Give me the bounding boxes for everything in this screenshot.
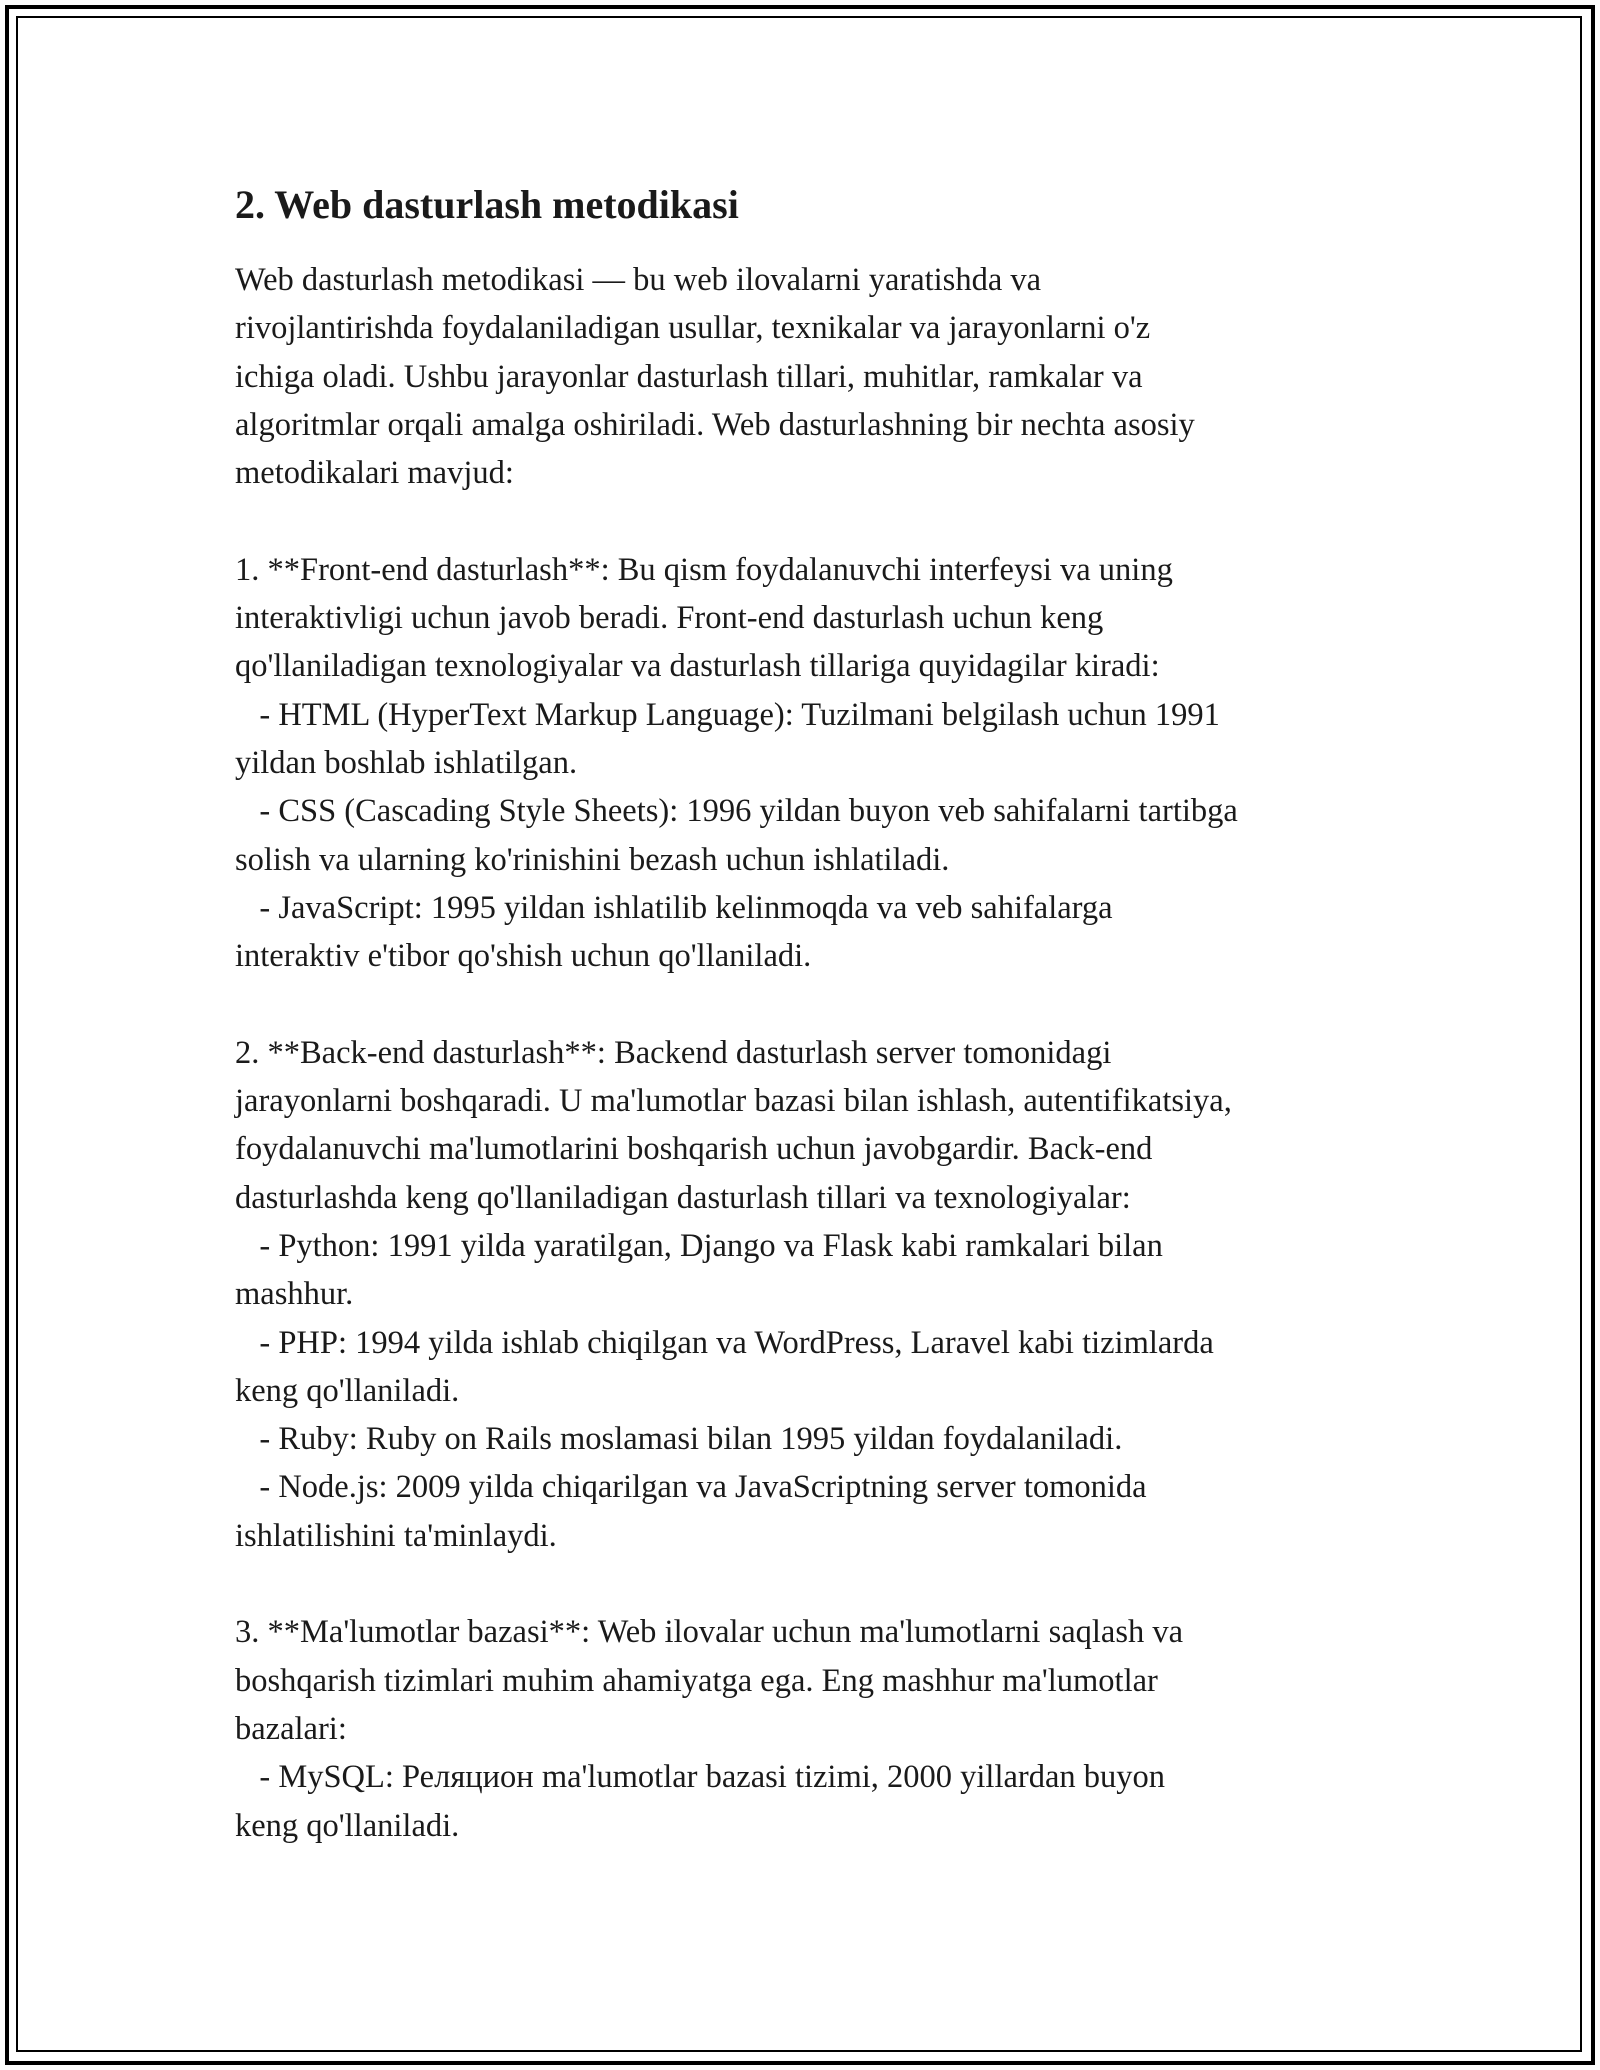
document-body: Web dasturlash metodikasi — bu web ilovalarni yaratishda va rivojlantirishda foydalaniladigan usullar, texnikalar va jarayonlarni o'z ichiga oladi. Ushbu jarayonlar dasturlash tillari, muhitlar, ramkalar va algoritmlar orqali amalga oshiriladi. Web dasturlashning bir nechta asosiy metodikalari mavjud: 1. **Front-end dasturlash**: Bu qism foydalanuvchi interfeysi va uning interaktivligi uchun javob beradi. Front-end dasturlash uchun keng qo'llaniladigan texnologiyalar va dasturlash tillariga quyidagilar kiradi: - HTML (HyperText Markup Language): Tuzilmani belgilash uchun 1991 yildan boshlab ishlatilgan. - CSS (Cascading Style Sheets): 1996 yildan buyon veb sahifalarni tartibga solish va ularning ko'rinishini bezash uchun ishlatiladi. - JavaScript: 1995 yildan ishlatilib kelinmoqda va veb sahifalarga interaktiv e'tibor qo'shish uchun qo'llaniladi. 2. **Back-end dasturlash**: Backend dasturlash server tomonidagi jarayonlarni boshqaradi. U ma'lumotlar bazasi bilan ishlash, autentifikatsiya, foydalanuvchi ma'lumotlarini boshqarish uchun javobgardir. Back-end dasturlashda keng qo'llaniladigan dasturlash tillari va texnologiyalar: - Python: 1991 yilda yaratilgan, Django va Flask kabi ramkalari bilan mashhur. - PHP: 1994 yilda ishlab chiqilgan va WordPress, Laravel kabi tizimlarda keng qo'llaniladi. - Ruby: Ruby on Rails moslamasi bilan 1995 yildan foydalaniladi. - Node.js: 2009 yilda chiqarilgan va JavaScriptning server tomonida ishlatilishini ta'minlaydi. 3. **Ma'lumotlar bazasi**: Web ilovalar uchun ma'lumotlarni saqlash va boshqarish tizimlari muhim ahamiyatga ega. Eng mashhur ma'lumotlar bazalari: - MySQL: Реляцион ma'lumotlar bazasi tizimi, 2000 yillardan buyon keng qo'llaniladi. (235, 262, 1238, 1844)
page-title: 2. Web dasturlash metodikasi (235, 182, 739, 227)
document-content (235, 180, 1385, 1850)
